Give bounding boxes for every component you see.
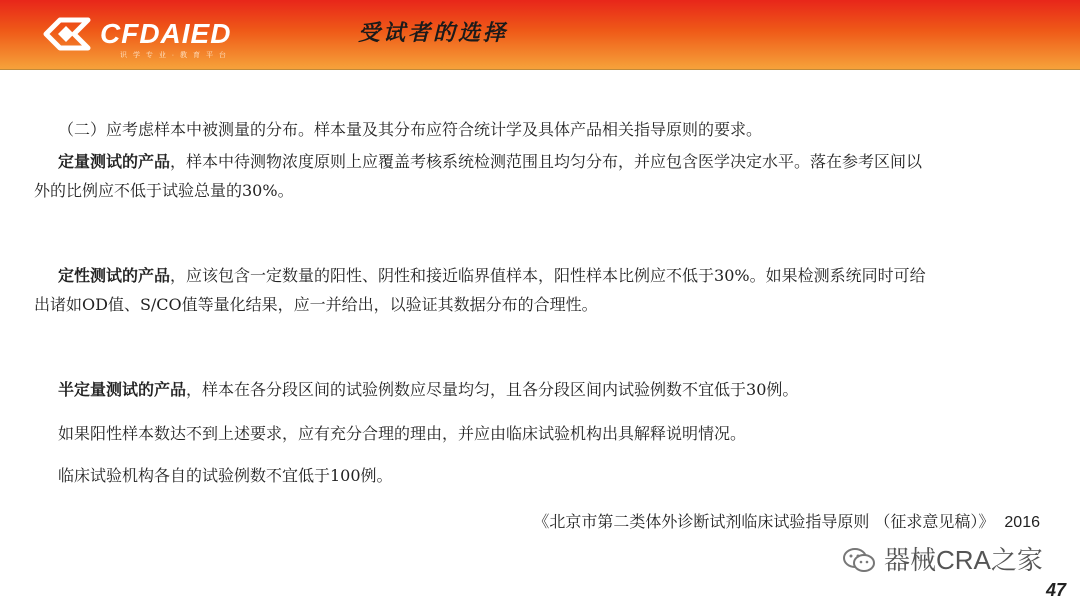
qualitative-heading: 定性测试的产品 — [58, 266, 171, 285]
logo-subtext: 识 学 专 业 · 教 育 平 台 — [120, 52, 228, 59]
slide-title: 受试者的选择 — [358, 20, 509, 46]
paragraph-text: （二）应考虑样本中被测量的分布。样本量及其分布应符合统计学及具体产品相关指导原则的要求。 — [58, 120, 763, 139]
paragraph-text: 外的比例应不低于试验总量的30%。 — [34, 181, 294, 200]
paragraph-positive-samples — [58, 420, 746, 448]
wechat-icon — [842, 547, 876, 573]
paragraph-qualitative — [58, 262, 926, 290]
paragraph-text: 如果阳性样本数达不到上述要求，应有充分合理的理由，并应由临床试验机构出具解释说明情况。 — [58, 424, 747, 443]
logo-text: CFDAIED — [100, 18, 232, 49]
paragraph-quantitative-cont — [34, 177, 294, 205]
quantitative-heading: 定量测试的产品 — [58, 152, 171, 171]
paragraph-semiquantitative — [58, 376, 798, 404]
source-citation — [533, 509, 1040, 532]
paragraph-text: ，样本在各分段区间的试验例数应尽量均匀，且各分段区间内试验例数不宜低于30例。 — [186, 380, 799, 399]
citation-year: 2016 — [1004, 514, 1040, 531]
paragraph-text: 临床试验机构各自的试验例数不宜低于100例。 — [58, 466, 393, 485]
paragraph-text: 出诸如OD值、S/CO值等量化结果，应一并给出，以验证其数据分布的合理性。 — [34, 295, 598, 314]
page-number: 47 — [1045, 580, 1066, 600]
paragraph-text: ，样本中待测物浓度原则上应覆盖考核系统检测范围且均匀分布，并应包含医学决定水平。落在参考区间以 — [170, 152, 923, 171]
paragraph-sample-distribution — [58, 116, 762, 144]
paragraph-text: ，应该包含一定数量的阳性、阴性和接近临界值样本，阳性样本比例应不低于30%。如果检测系统同时可给 — [170, 266, 926, 285]
citation-text: 《北京市第二类体外诊断试剂临床试验指导原则 （征求意见稿）》 — [533, 512, 995, 531]
semiquantitative-heading: 半定量测试的产品 — [58, 380, 187, 399]
paragraph-quantitative — [58, 148, 922, 176]
paragraph-institution-cases — [58, 462, 393, 490]
paragraph-qualitative-cont — [34, 291, 598, 319]
wechat-watermark-label: 器械CRA之家 — [884, 545, 1043, 575]
